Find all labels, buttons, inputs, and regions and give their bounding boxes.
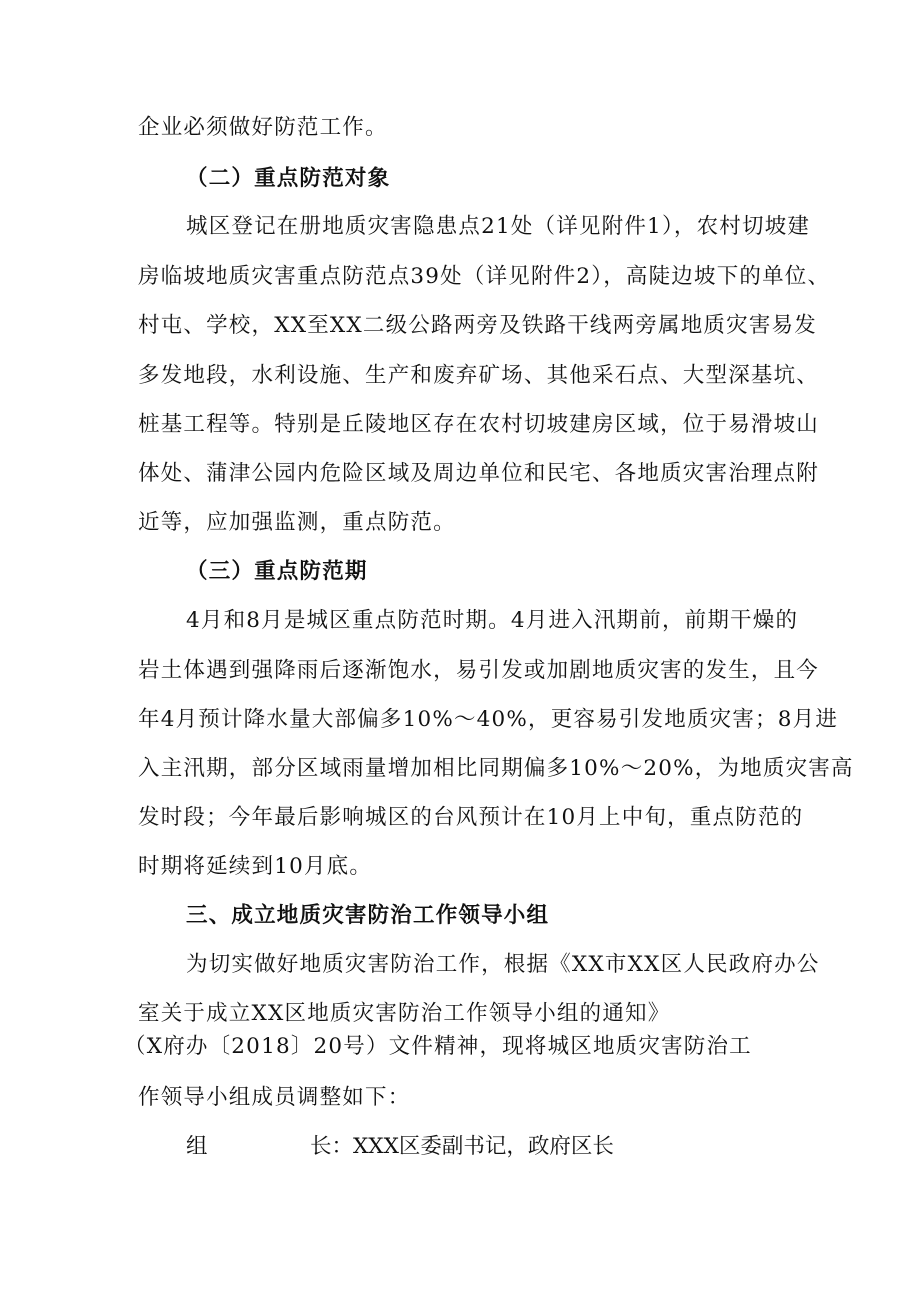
paragraph-line: 村屯、学校，XX至XX二级公路两旁及铁路干线两旁属地质灾害易发 [138,313,817,338]
paragraph-line: 体处、蒲津公园内危险区域及周边单位和民宅、各地质灾害治理点附 [138,461,820,486]
paragraph-line: 为切实做好地质灾害防治工作，根据《XX市XX区人民政府办公 [186,952,820,977]
paragraph-line: 年4月预计降水量大部偏多10%～40%，更容易引发地质灾害；8月进 [138,707,839,732]
paragraph-line: 室关于成立XX区地质灾害防治工作领导小组的通知》 [138,1001,671,1026]
paragraph-line: （X府办〔2018〕20号）文件精神，现将城区地质灾害防治工 [124,1034,752,1059]
member-role-label: 组 [186,1134,208,1159]
paragraph-line: 企业必须做好防范工作。 [138,115,388,140]
paragraph-line: 4月和8月是城区重点防范时期。4月进入汛期前，前期干燥的 [186,608,799,633]
section-heading-2: （二）重点防范对象 [186,166,391,191]
section-heading-3: （三）重点防范期 [186,559,368,584]
paragraph-line: 城区登记在册地质灾害隐患点21处（详见附件1），农村切坡建 [186,214,811,239]
paragraph-line: 近等，应加强监测，重点防范。 [138,510,456,535]
member-role-value: 长：XXX区委副书记，政府区长 [310,1134,614,1159]
paragraph-line: 岩土体遇到强降雨后逐渐饱水，易引发或加剧地质灾害的发生，且今 [138,658,820,683]
paragraph-line: 入主汛期，部分区域雨量增加相比同期偏多10%～20%，为地质灾害高 [138,756,854,781]
paragraph-line: 多发地段，水利设施、生产和废弃矿场、其他采石点、大型深基坑、 [138,363,820,388]
paragraph-line: 房临坡地质灾害重点防范点39处（详见附件2），高陡边坡下的单位、 [138,264,831,289]
paragraph-line: 发时段；今年最后影响城区的台风预计在10月上中旬，重点防范的 [138,805,804,830]
chapter-heading-3: 三、成立地质灾害防治工作领导小组 [186,903,550,928]
paragraph-line: 作领导小组成员调整如下： [138,1085,411,1110]
paragraph-line: 桩基工程等。特别是丘陵地区存在农村切坡建房区域，位于易滑坡山 [138,412,820,437]
paragraph-line: 时期将延续到10月底。 [138,854,373,879]
